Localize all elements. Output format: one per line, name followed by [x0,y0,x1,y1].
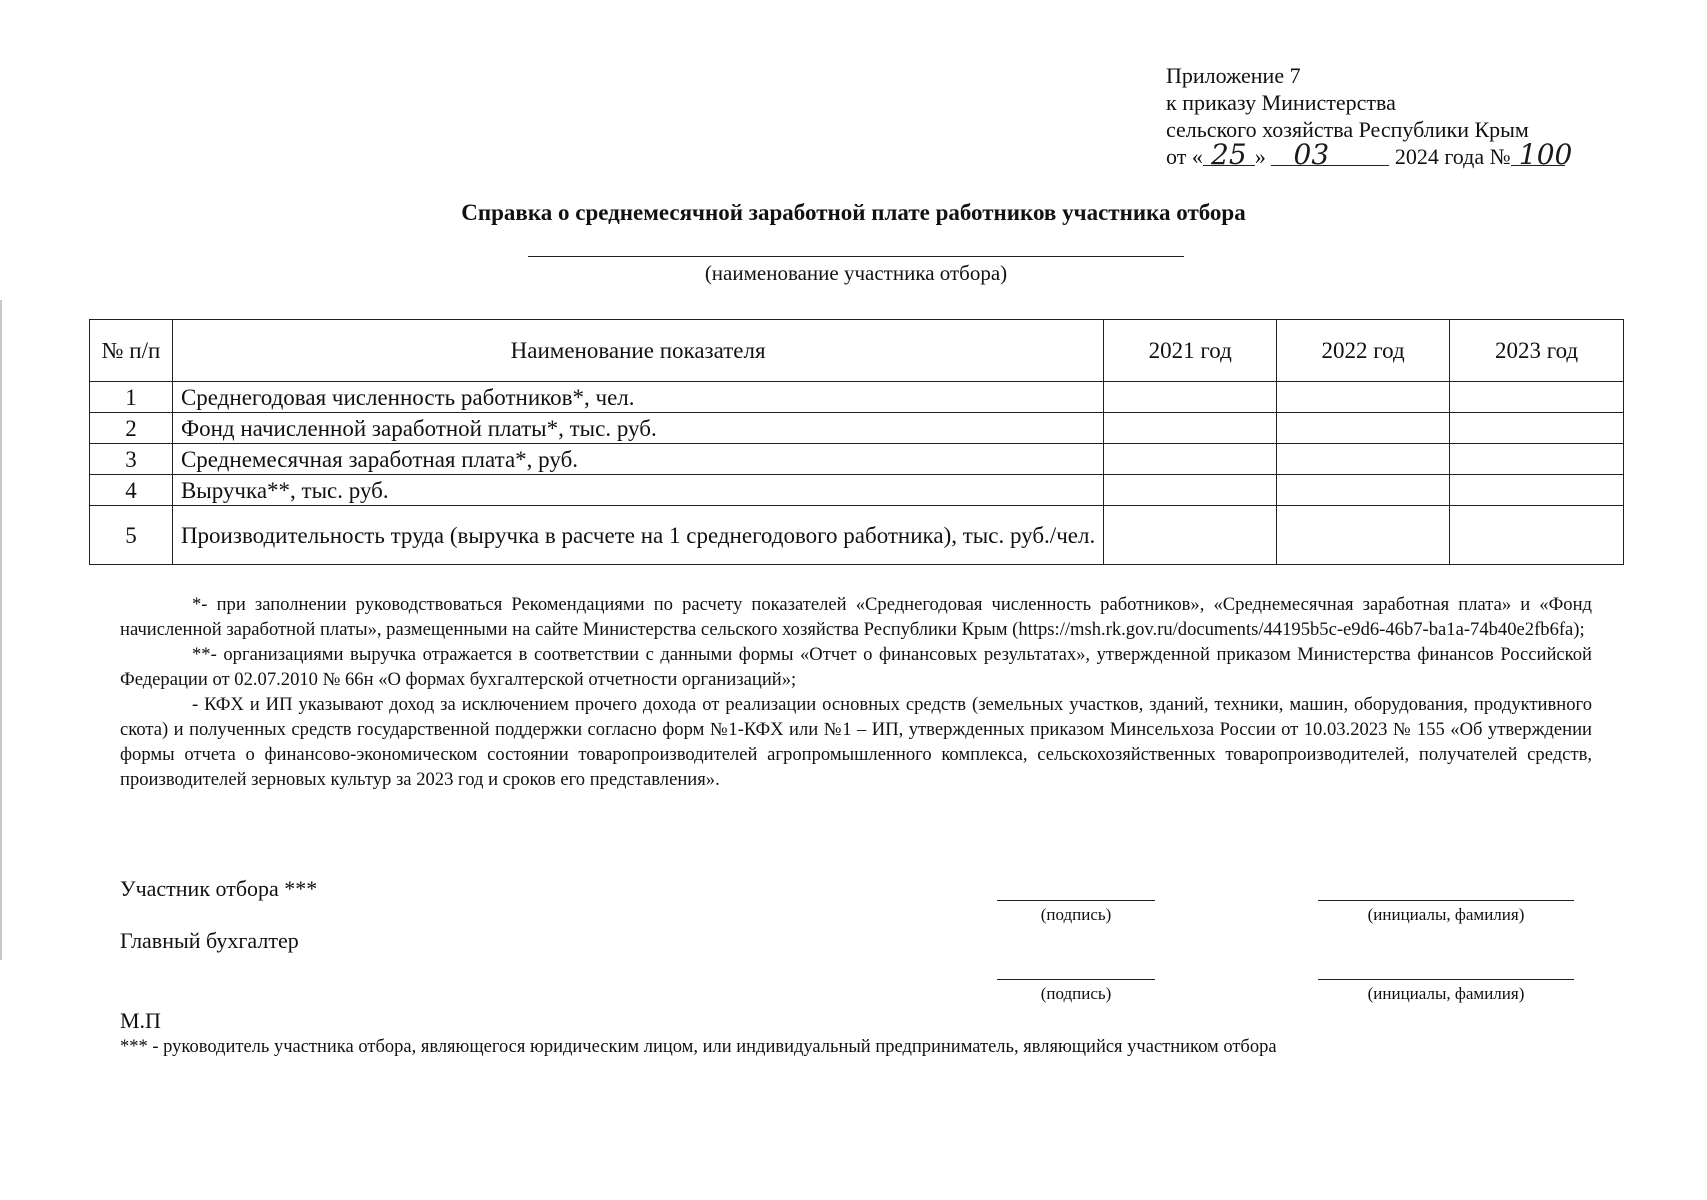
table-row [90,444,1624,475]
row-indicator-name: Выручка**, тыс. руб. [172,475,1103,506]
table-row [90,475,1624,506]
row-num: 2 [90,413,173,444]
header-indicator-name: Наименование показателя [172,320,1103,382]
row-value-2023 [1450,444,1624,475]
row-value-2022 [1277,413,1450,444]
row-value-2021 [1104,506,1277,565]
header-year-2023: 2023 год [1450,320,1624,382]
row-num: 1 [90,382,173,413]
participant-initials-line [1318,900,1574,901]
row-value-2021 [1104,382,1277,413]
accountant-signature-caption: (подпись) [1040,984,1112,1003]
date-mid: » [1254,144,1266,169]
row-value-2022 [1277,475,1450,506]
participant-initials-caption: (инициалы, фамилия) [1367,905,1525,924]
row-num: 5 [90,506,173,565]
appendix-block [1166,62,1573,171]
handwritten-day: 25 [1211,138,1247,171]
participant-name-line [528,256,1184,257]
table-header-row [90,320,1624,382]
row-num: 3 [90,444,173,475]
row-value-2021 [1104,475,1277,506]
note-3: - КФХ и ИП указывают доход за исключением прочего дохода от реализации основных средств (земельных участков, зданий, техники, машин, оборудования, продуктивного скота) и полученных средств государственной поддержки согласно форм №1-КФХ или №1 – ИП, утвержденных приказом Минсельхоза России от 10.03.2023 № 155 «Об утверждении формы отчета о финансово-экономическом состоянии товаропроизводителей агропромышленного комплекса, сельскохозяйственных товаропроизводителей, получателей средств, производителей зерновых культур за 2023 год и сроков его представления». [120,694,1592,790]
accountant-initials-caption: (инициалы, фамилия) [1367,984,1525,1003]
row-indicator-name: Производительность труда (выручка в расчете на 1 среднегодового работника), тыс. руб./чел. [172,506,1103,565]
note-1: *- при заполнении руководствоваться Рекомендациями по расчету показателей «Среднегодовая численность работников», «Среднемесячная заработная плата» и «Фонд начисленной заработной платы», размещенными на сайте Министерства сельского хозяйства Республики Крым (https://msh.rk.gov.ru/documents/44195b5c-e9d6-46b7-ba1a-74b40e2fb6fa); [120,594,1592,640]
header-year-2021: 2021 год [1104,320,1277,382]
row-value-2021 [1104,413,1277,444]
indicators-table [89,319,1624,565]
row-value-2022 [1277,444,1450,475]
row-indicator-name: Фонд начисленной заработной платы*, тыс. руб. [172,413,1103,444]
date-year-text: 2024 года № [1394,144,1511,169]
row-value-2021 [1104,444,1277,475]
note-2: **- организациями выручка отражается в соответствии с данными формы «Отчет о финансовых результатах», утвержденной приказом Министерства финансов Российской Федерации от 02.07.2010 № 66н «О формах бухгалтерской отчетности организаций»; [120,644,1592,690]
participant-name-caption: (наименование участника отбора) [704,261,1008,285]
header-num: № п/п [90,320,173,382]
row-num: 4 [90,475,173,506]
row-value-2022 [1277,382,1450,413]
document-title: Справка о среднемесячной заработной плате работников участника отбора [461,200,1246,225]
footnote-three-stars: *** - руководитель участника отбора, являющегося юридическим лицом, или индивидуальный предприниматель, являющийся участником отбора [120,1037,1277,1057]
accountant-signature-label: Главный бухгалтер [120,928,299,953]
accountant-signature-line [997,979,1155,980]
handwritten-month: 03 [1293,138,1330,171]
table-row [90,382,1624,413]
appendix-line-2: к приказу Министерства [1166,90,1396,115]
appendix-line-1: Приложение 7 [1166,63,1301,88]
table-row [90,506,1624,565]
handwritten-order-number: 100 [1518,138,1573,171]
row-value-2023 [1450,506,1624,565]
appendix-line-3: сельского хозяйства Республики Крым [1166,117,1529,142]
appendix-date-line [1166,138,1573,171]
scan-edge-line [0,300,2,960]
table-row [90,413,1624,444]
notes-block [120,592,1592,792]
row-value-2022 [1277,506,1450,565]
accountant-initials-line [1318,979,1574,980]
date-prefix: от « [1166,144,1203,169]
stamp-place-label: М.П [120,1008,161,1033]
row-value-2023 [1450,382,1624,413]
row-value-2023 [1450,475,1624,506]
participant-signature-caption: (подпись) [1040,905,1112,924]
participant-signature-label: Участник отбора *** [120,876,318,901]
participant-signature-line [997,900,1155,901]
row-indicator-name: Среднегодовая численность работников*, чел. [172,382,1103,413]
header-year-2022: 2022 год [1277,320,1450,382]
row-indicator-name: Среднемесячная заработная плата*, руб. [172,444,1103,475]
row-value-2023 [1450,413,1624,444]
